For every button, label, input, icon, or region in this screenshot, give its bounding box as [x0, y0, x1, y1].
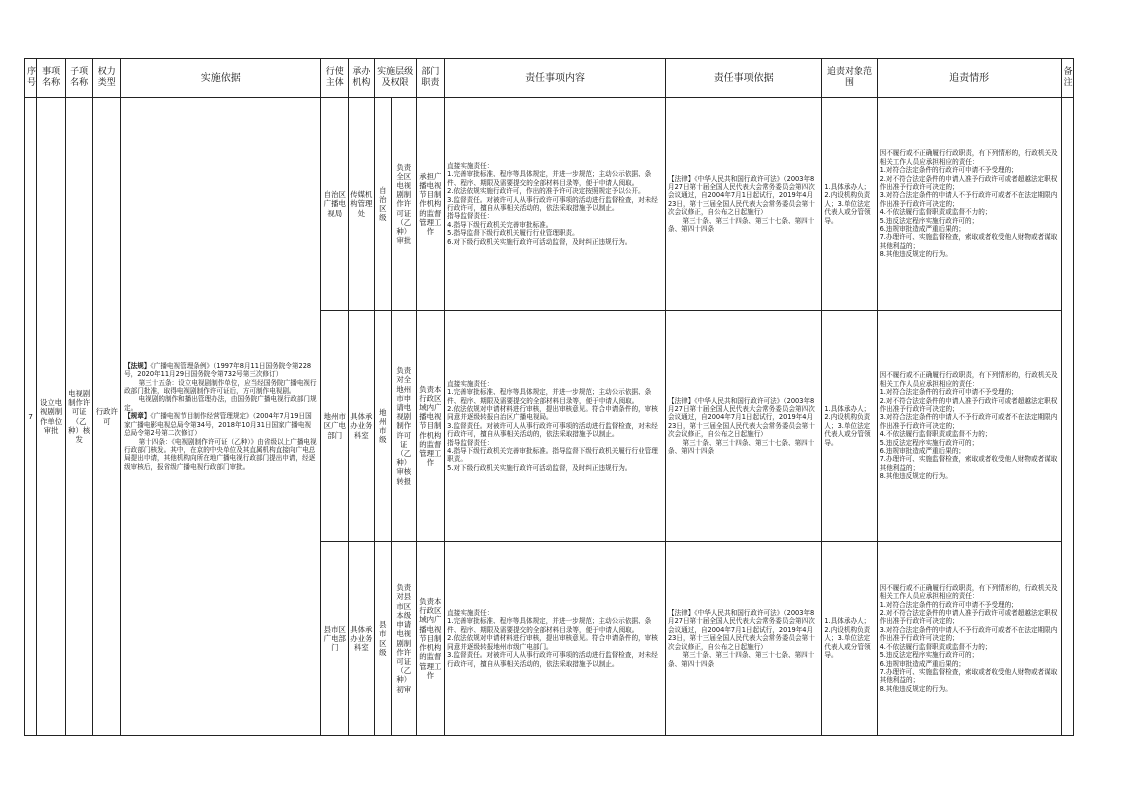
row-subject: 自治区广播电视局 [321, 98, 349, 311]
item-remarks [1061, 98, 1073, 736]
header-seq: 序号 [25, 59, 37, 98]
law-text: 【法律】《中华人民共和国行政许可法》（2003年8月27日第十届全国人民代表大会常务委员会第四次会议通过，自2004年7月1日起试行，2019年4月23日，第十三届全国人民代表大会常务委员会第十次会议修正，自公布之日起施行） [667, 609, 815, 651]
header-scope: 追责对象范围 [822, 59, 877, 98]
circumstance-line: 因不履行或不正确履行行政职责，有下列情形的，行政机关及相关工作人员应承担相应的责任： [879, 371, 1058, 388]
row-power: 负责对县市区本级申请电视剧制作许可证（乙种）初审 [391, 542, 416, 736]
basis-para [124, 412, 317, 437]
header-level: 实施层级及权限 [374, 59, 416, 98]
row-scope: 1.具体承办人；2.内设机构负责人；3.单位法定代表人或分管领导。 [822, 311, 877, 542]
content-line: 指导监督责任： [447, 212, 494, 221]
circumstance-line: 1.对符合法定条件的行政许可申请不予受理的； [879, 388, 1018, 397]
law-articles: 第三十条、第三十四条、第三十七条、第四十条、第四十四条 [667, 216, 815, 234]
header-resp-content: 责任事项内容 [445, 59, 666, 98]
row-level: 地州市级 [374, 311, 391, 542]
content-line: 5.对下级行政机关实施行政许可活动监督，及时纠正违规行为。 [447, 463, 632, 472]
circumstance-line: 8.其他违反规定的行为。 [879, 684, 952, 693]
header-item-name: 事项名称 [37, 59, 66, 98]
header-duty: 部门职责 [416, 59, 445, 98]
basis-text: 《广播电视节目制作经营管理规定》（2004年7月19日国家广播电影电视总局令第34号，2018年10月31日国家广播电视总局令第2号第二次修订） [124, 412, 312, 438]
basis-text: 电视剧的制作和播出管理办法，由国务院广播电视行政部门规定。 [124, 395, 317, 412]
content-line: 2.依法依规实施行政许可，作出的准予许可决定按照规定予以公开。 [447, 187, 645, 196]
item-seq: 7 [25, 98, 37, 736]
row-power: 负责对全地州市申请电视剧制作许可证（乙种）审核转报 [391, 311, 416, 542]
row-level: 县市区级 [374, 542, 391, 736]
content-line: 3.监督责任。对被许可人从事行政许可事项的活动进行监督检查，对未经行政许可，擅自从事相关活动的，依法采取措施予以制止。 [447, 195, 658, 212]
basis-para [124, 379, 317, 396]
content-line: 直接实施责任： [447, 161, 494, 170]
circumstance-line: 7.办理许可、实施监督检查，索取或者收受他人财物或者谋取其他利益的； [879, 667, 1058, 685]
circumstance-line: 7.办理许可、实施监督检查，索取或者收受他人财物或者谋取其他利益的； [879, 455, 1058, 472]
content-line: 2.依法依规对申请材料进行审核，提出审核意见。符合申请条件的，审核同意并逐级转报自治区广播电视局。 [447, 404, 658, 422]
row-resp-content [445, 98, 666, 311]
header-sub-name: 子项名称 [65, 59, 93, 98]
content-line: 直接实施责任： [447, 379, 494, 388]
table-row [25, 98, 1074, 311]
circumstance-line: 8.其他违反规定的行为。 [879, 250, 952, 259]
responsibility-table [24, 58, 1074, 736]
circumstance-line: 6.违规审批造成严重后果的； [879, 447, 966, 456]
content-line: 2.依法依规对申请材料进行审核，提出审核意见。符合申请条件的，审核同意并逐级转报地州市级广电部门。 [447, 634, 658, 651]
content-line: 指导监督责任： [447, 438, 494, 447]
header-power-type: 权力类型 [93, 59, 121, 98]
circumstance-line: 2.对不符合法定条件的申请人准予行政许可或者超越法定职权作出准予行政许可决定的； [879, 174, 1058, 191]
circumstance-line: 1.对符合法定条件的行政许可申请不予受理的； [879, 166, 1018, 175]
row-resp-basis [665, 98, 821, 311]
circumstance-line: 3.对符合法定条件的申请人不予行政许可或者不在法定期限内作出准予行政许可决定的； [879, 413, 1058, 430]
responsibility-list-sheet [24, 58, 1074, 733]
basis-text: 《广播电视管理条例》（1997年8月11日国务院令第228号，2020年11月29日国务院令第732号第三次修订） [124, 361, 312, 379]
row-scope: 1.具体承办人；2.内设机构负责人；3.单位法定代表人或分管领导。 [822, 98, 877, 311]
circumstance-line: 3.对符合法定条件的申请人不予行政许可或者不在法定期限内作出准予行政许可决定的； [879, 191, 1058, 208]
header-resp-basis: 责任事项依据 [665, 59, 821, 98]
content-line: 5.指导监督下级行政机关履行行业管理职责。 [447, 229, 579, 238]
basis-para [124, 395, 317, 412]
row-subject: 县市区广电部门 [321, 542, 349, 736]
row-subject: 地州市区广电部门 [321, 311, 349, 542]
row-resp-basis [665, 542, 821, 736]
content-line: 1.完善审批标准、程序等具体规定，并进一步规范；主动公示依据、条件、程序、期限及需要提交的全部材料目录等，便于申请人阅取。 [447, 388, 652, 405]
row-circumstances [877, 311, 1061, 542]
basis-text: 第十四条：《电视剧制作许可证（乙种）》由省级以上广播电视行政部门核发。其中，在京的中央单位及其直属机构直接向广电总局提出申请，其他机构向所在地广播电视行政部门提出申请，经逐级审核后，报省级广播电视行政部门审批。 [124, 437, 317, 471]
circumstance-line: 2.对不符合法定条件的申请人准予行政许可或者超越法定职权作出准予行政许可决定的； [879, 609, 1058, 626]
item-name: 设立电视剧制作单位审批 [37, 98, 66, 736]
row-agency: 具体承办业务科室 [349, 542, 375, 736]
basis-text: 第三十五条：设立电视剧制作单位，应当经国务院广播电视行政部门批准，取得电视剧制作许可证后，方可制作电视剧。 [124, 378, 317, 396]
content-line: 1.完善审批标准、程序等具体规定，并进一步规范；主动公示依据、条件、程序、期限及需要提交的全部材料目录等，便于申请人阅取。 [447, 617, 652, 634]
item-basis [121, 98, 321, 736]
row-circumstances [877, 98, 1061, 311]
circumstance-line: 6.违规审批造成严重后果的； [879, 659, 966, 668]
item-power-type: 行政许可 [93, 98, 121, 736]
circumstance-line: 6.违规审批造成严重后果的； [879, 225, 966, 234]
row-scope: 1.具体承办人；2.内设机构负责人；3.单位法定代表人或分管领导。 [822, 542, 877, 736]
row-duty: 承担广播电视节目制作机构的监督管理工作 [416, 98, 445, 311]
circumstance-line: 因不履行或不正确履行行政职责，有下列情形的，行政机关及相关工作人员应承担相应的责任： [879, 149, 1058, 166]
row-power: 负责全区电视剧制作许可证（乙种）审批 [391, 98, 416, 311]
content-line: 直接实施责任： [447, 609, 494, 618]
circumstance-line: 1.对符合法定条件的行政许可申请不予受理的； [879, 600, 1018, 609]
content-line: 1.完善审批标准、程序等具体规定，并进一步规范；主动公示依据、条件、程序、期限及需要提交的全部材料目录等，便于申请人阅取。 [447, 170, 652, 187]
row-resp-content [445, 542, 666, 736]
row-duty: 负责本行政区域内广播电视节目制作机构的监督管理工作 [416, 542, 445, 736]
header-remarks: 备注 [1061, 59, 1073, 98]
basis-para [124, 362, 317, 379]
header-basis: 实施依据 [121, 59, 321, 98]
header-subject: 行使主体 [321, 59, 349, 98]
circumstance-line: 4.不依法履行监督职责或监督不力的； [879, 208, 992, 217]
header-agency: 承办机构 [349, 59, 375, 98]
law-articles: 第三十条、第三十四条、第三十七条、第四十条、第四十四条 [667, 651, 815, 668]
content-line: 3.监督责任。对被许可人从事行政许可事项的活动进行监督检查，对未经行政许可，擅自从事相关活动的，依法采取措施予以制止。 [447, 421, 658, 439]
content-line: 3.监督责任。对被许可人从事行政许可事项的活动进行监督检查，对未经行政许可，擅自从事相关活动的，依法采取措施予以制止。 [447, 651, 658, 668]
circumstance-line: 5.违反法定程序实施行政许可的； [879, 216, 979, 225]
row-level: 自治区级 [374, 98, 391, 311]
content-line: 4.指导下级行政机关完善审批标准。指导监督下级行政机关履行行业管理职责。 [447, 447, 658, 464]
basis-para [124, 438, 317, 472]
circumstance-line: 7.办理许可、实施监督检查，索取或者收受他人财物或者谋取其他利益的； [879, 233, 1058, 250]
circumstance-line: 3.对符合法定条件的申请人不予行政许可或者不在法定期限内作出准予行政许可决定的； [879, 625, 1058, 643]
law-articles: 第三十条、第三十四条、第三十七条、第四十条、第四十四条 [667, 438, 815, 456]
circumstance-line: 4.不依法履行监督职责或监督不力的； [879, 642, 992, 651]
header-row [25, 59, 1074, 98]
row-resp-basis [665, 311, 821, 542]
row-resp-content [445, 311, 666, 542]
content-line: 6.对下级行政机关实施行政许可活动监督，及时纠正违规行为。 [447, 237, 632, 246]
content-line: 4.指导下级行政机关完善审批标准。 [447, 220, 553, 229]
row-agency: 具体承办业务科室 [349, 311, 375, 542]
circumstance-line: 2.对不符合法定条件的申请人准予行政许可或者超越法定职权作出准予行政许可决定的； [879, 396, 1058, 413]
row-duty: 负责本行政区域内广播电视节目制作机构的监督管理工作 [416, 311, 445, 542]
circumstance-line: 4.不依法履行监督职责或监督不力的； [879, 430, 992, 439]
row-agency: 传媒机构管理处 [349, 98, 375, 311]
basis-label: 【法规】 [124, 361, 151, 370]
circumstance-line: 5.违反法定程序实施行政许可的； [879, 651, 979, 660]
row-circumstances [877, 542, 1061, 736]
law-text: 【法律】《中华人民共和国行政许可法》（2003年8月27日第十届全国人民代表大会常务委员会第四次会议通过，自2004年7月1日起试行，2019年4月23日，第十三届全国人民代表大会常务委员会第十次会议修正，自公布之日起施行） [667, 174, 815, 217]
law-text: 【法律】《中华人民共和国行政许可法》（2003年8月27日第十届全国人民代表大会常务委员会第四次会议通过，自2004年7月1日起试行，2019年4月23日，第十三届全国人民代表大会常务委员会第十次会议修正，自公布之日起施行） [667, 396, 815, 439]
circumstance-line: 5.违反法定程序实施行政许可的； [879, 438, 979, 447]
item-sub-name: 电视剧制作许可证（乙种）核发 [65, 98, 93, 736]
circumstance-line: 8.其他违反规定的行为。 [879, 472, 952, 481]
circumstance-line: 因不履行或不正确履行行政职责，有下列情形的，行政机关及相关工作人员应承担相应的责任： [879, 583, 1058, 601]
header-circumstances: 追责情形 [877, 59, 1061, 98]
basis-label: 【规章】 [124, 412, 151, 421]
